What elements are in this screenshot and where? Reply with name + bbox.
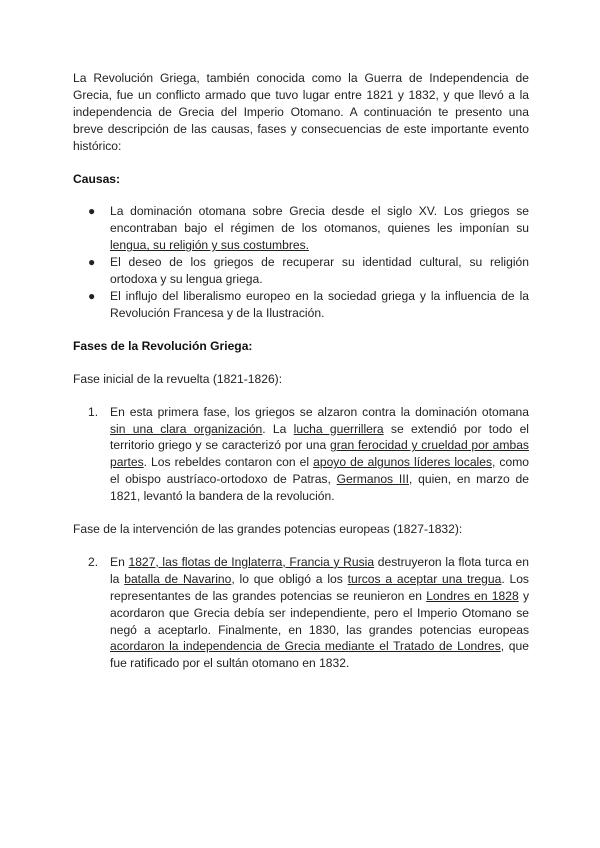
phase-text: , que fue ratificado por el sultán otomano en 1832. (110, 639, 529, 671)
underlined-text: apoyo de algunos líderes locales (313, 455, 493, 470)
phase-text: En esta primera fase, los griegos se alzaron contra la dominación otomana (110, 404, 529, 419)
phase-text: , lo que obligó a los (231, 571, 348, 586)
cause-text: El influjo del liberalismo europeo en la sociedad griega y la influencia de la Revolución Francesa y de la Ilustración. (110, 288, 529, 320)
underlined-text: Londres en 1828 (426, 588, 519, 603)
phase1-list (73, 404, 529, 505)
cause-text: El deseo de los griegos de recuperar su identidad cultural, su religión ortodoxa y su lengua griega. (110, 255, 529, 287)
phase-text: y acordaron que Grecia debía ser independiente, pero el Imperio Otomano se negó a aceptarlo. Finalmente, en 1830, las grandes potencias europeas (110, 588, 529, 637)
underlined-text: lengua, su religión y sus costumbres. (110, 238, 309, 253)
bullet-icon: ● (88, 288, 96, 303)
phase-text: . Los representantes de las grandes potencias se reunieron en (110, 571, 529, 603)
phase-text: . Los rebeldes contaron con el (143, 455, 314, 470)
intro-paragraph: La Revolución Griega, también conocida como la Guerra de Independencia de Grecia, fue un conflicto armado que tuvo lugar entre 1821 y 1832, y que llevó a la independencia de Grecia del Imperio Otomano. A continuación te presento una breve descripción de las causas, fases y consecuencias de este importante evento histórico: (73, 71, 529, 153)
underlined-text: sin una clara organización (110, 421, 263, 436)
causes-heading: Causas: (73, 171, 121, 186)
underlined-text: turcos a aceptar una tregua (347, 571, 502, 586)
phase2-list (73, 554, 529, 672)
phase1-label: Fase inicial de la revuelta (1821-1826): (73, 371, 283, 386)
list-item (73, 288, 529, 322)
phase-text: se extendió por todo el territorio griego y se caracterizó por una (110, 421, 529, 453)
list-item (73, 203, 529, 254)
cause-text: La dominación otomana sobre Grecia desde el siglo XV. Los griegos se encontraban bajo el régimen de los otomanos, quienes les imponían su (110, 204, 529, 236)
document-page (73, 70, 529, 688)
list-item (73, 254, 529, 288)
phase-text: destruyeron la flota turca en la (110, 554, 529, 586)
bullet-icon: ● (88, 204, 96, 219)
phase-text: , como el obispo austríaco-ortodoxo de Patras, (110, 455, 529, 487)
causes-list (73, 203, 529, 321)
phases-heading: Fases de la Revolución Griega: (73, 338, 253, 353)
phase-text: , quien, en marzo de 1821, levantó la bandera de la revolución. (110, 472, 529, 504)
underlined-text: acordaron la independencia de Grecia mediante el Tratado de Londres (110, 639, 501, 654)
phase-text: En (110, 554, 129, 569)
underlined-text: 1827, las flotas de Inglaterra, Francia y Rusia (128, 554, 375, 569)
list-item (73, 404, 529, 505)
underlined-text: gran ferocidad y crueldad por ambas partes (110, 438, 529, 470)
bullet-icon: ● (88, 255, 96, 270)
list-number: 2. (88, 554, 99, 569)
phase2-label: Fase de la intervención de las grandes potencias europeas (1827-1832): (73, 522, 463, 537)
underlined-text: Germanos III (336, 472, 409, 487)
underlined-text: batalla de Navarino (124, 571, 232, 586)
underlined-text: lucha guerrillera (293, 421, 384, 436)
list-number: 1. (88, 404, 99, 419)
phase-text: . La (262, 421, 294, 436)
list-item (73, 554, 529, 672)
